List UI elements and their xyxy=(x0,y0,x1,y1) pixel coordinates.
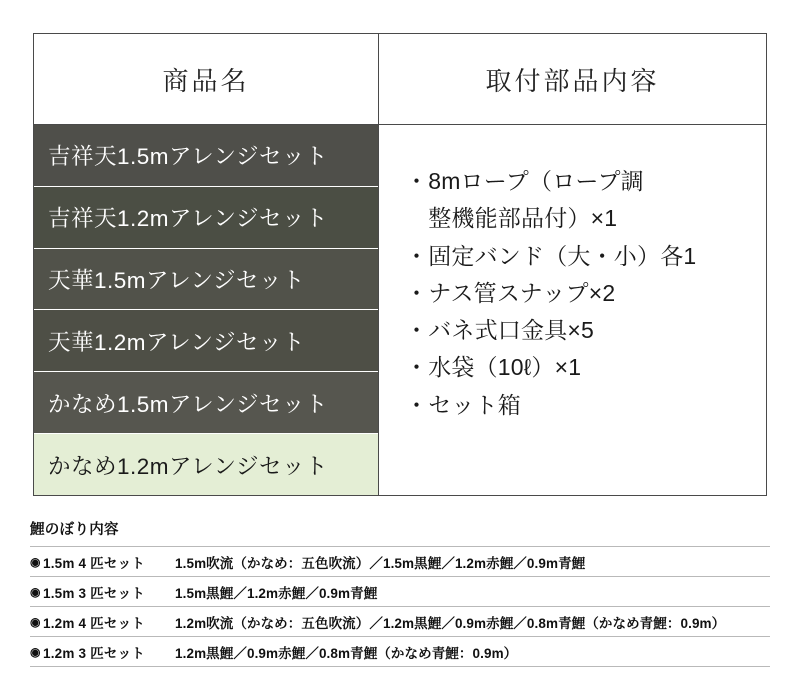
parts-line: ・水袋（10ℓ）×1 xyxy=(405,354,582,381)
koinobori-set-name: 1.2m 3 匹セット xyxy=(43,645,145,661)
list-item xyxy=(30,576,770,606)
table-header-row xyxy=(34,34,766,125)
parts-line: ・バネ式口金具×5 xyxy=(405,317,595,343)
koinobori-set-name: 1.5m 4 匹セット xyxy=(43,555,145,571)
parts-line: 整機能部品付）×1 xyxy=(405,205,618,232)
table-row xyxy=(34,249,378,311)
table-row xyxy=(34,187,378,249)
koinobori-set-desc: 1.5m吹流（かなめ：五色吹流）／1.5m黒鯉／1.2m赤鯉／0.9m青鯉 xyxy=(175,555,586,571)
product-label: かなめ1.2mアレンジセット xyxy=(48,453,328,479)
koinobori-section xyxy=(30,518,770,667)
parts-table xyxy=(33,33,767,496)
product-label: 吉祥天1.2mアレンジセット xyxy=(48,206,328,232)
koinobori-set-desc: 1.2m黒鯉／0.9m赤鯉／0.8m青鯉（かなめ青鯉：0.9m） xyxy=(175,645,518,661)
bullet-icon: ◉ xyxy=(30,644,41,659)
parts-line: ・8mロープ（ロープ調 xyxy=(405,168,644,194)
table-row xyxy=(34,310,378,372)
parts-line: ・ナス管スナップ×2 xyxy=(405,279,616,306)
parts-line: ・セット箱 xyxy=(405,391,521,418)
list-item xyxy=(30,606,770,636)
list-item xyxy=(30,636,770,667)
table-row xyxy=(34,125,378,187)
header-parts-content: 取付部品内容 xyxy=(485,65,660,96)
product-label: 天華1.2mアレンジセット xyxy=(48,329,305,355)
product-label: かなめ1.5mアレンジセット xyxy=(48,391,328,417)
parts-content-cell xyxy=(379,125,766,495)
bullet-icon: ◉ xyxy=(30,554,41,569)
koinobori-set-desc: 1.5m黒鯉／1.2m赤鯉／0.9m青鯉 xyxy=(175,585,378,601)
koinobori-set-name: 1.5m 3 匹セット xyxy=(43,585,145,601)
koinobori-set-desc: 1.2m吹流（かなめ：五色吹流）／1.2m黒鯉／0.9m赤鯉／0.8m青鯉（かなめ青鯉：0.9m） xyxy=(175,615,726,631)
table-body xyxy=(34,125,766,495)
bullet-icon: ◉ xyxy=(30,584,41,599)
product-list xyxy=(34,125,379,495)
product-label: 吉祥天1.5mアレンジセット xyxy=(48,144,328,170)
koinobori-set-name: 1.2m 4 匹セット xyxy=(43,615,145,631)
bullet-icon: ◉ xyxy=(30,614,41,629)
header-product-name: 商品名 xyxy=(34,34,379,124)
koinobori-title: 鯉のぼり内容 xyxy=(30,522,119,538)
list-item xyxy=(30,546,770,576)
parts-line: ・固定バンド（大・小）各1 xyxy=(405,242,697,269)
table-row xyxy=(34,372,378,434)
table-row xyxy=(34,434,378,495)
product-label: 天華1.5mアレンジセット xyxy=(48,268,305,294)
